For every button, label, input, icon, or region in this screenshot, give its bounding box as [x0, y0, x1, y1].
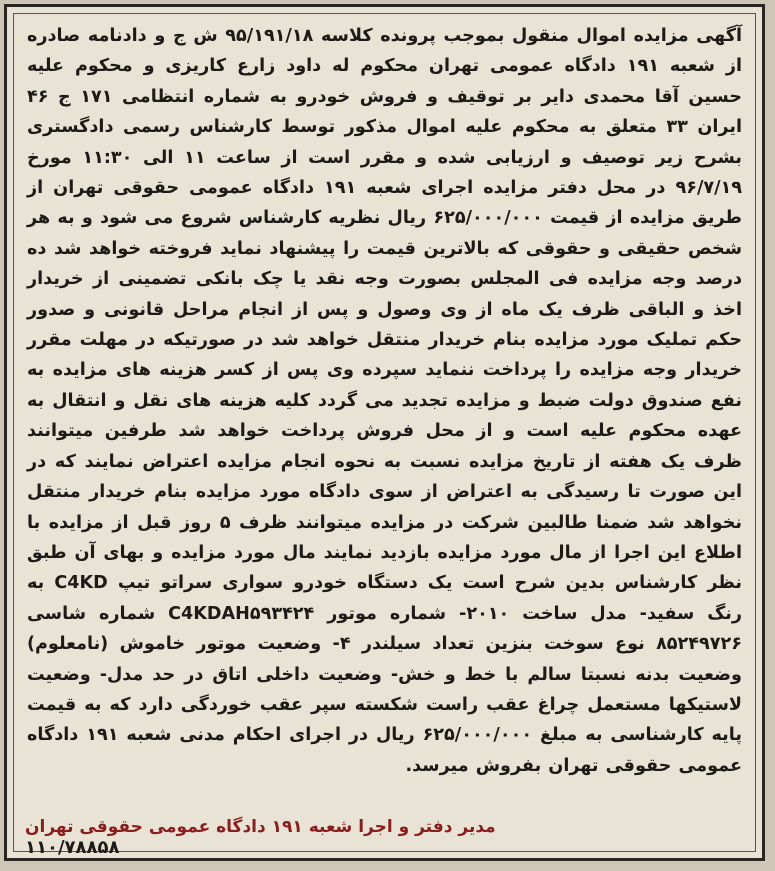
- signature-line: مدیر دفتر و اجرا شعبه ۱۹۱ دادگاه عمومی حقوقی تهران: [25, 817, 496, 837]
- notice-text: آگهی مزایده اموال منقول بموجب پرونده کلاسه ۹۵/۱۹۱/۱۸ ش ج و دادنامه صادره از شعبه ۱۹۱ دادگاه عمومی تهران محکوم له داود زارع کاریزی و محکوم علیه حسین آقا محمدی دایر بر توقیف و فروش خودرو به شماره انتظامی ۱۷۱ ج ۴۶ ایران ۳۳ متعلق به محکوم علیه اموال مذکور توسط کارشناس رسمی دادگستری بشرح زیر توصیف و ارزیابی شده و مقرر است از ساعت ۱۱ الی ۱۱:۳۰ مورخ ۹۶/۷/۱۹ در محل دفتر مزایده اجرای شعبه ۱۹۱ دادگاه عمومی حقوقی تهران از طریق مزایده از قیمت ۶۲۵/۰۰۰/۰۰۰ ریال نظریه کارشناس شروع می شود و به هر شخص حقیقی و حقوقی که بالاترین قیمت را پیشنهاد نماید فروخته خواهد شد ده درصد وجه مزایده فی المجلس بصورت وجه نقد یا چک بانکی تضمینی از خریدار اخذ و الباقی ظرف یک ماه از وی وصول و پس از انجام مراحل قانونی و صدور حکم تملیک مورد مزایده بنام خریدار منتقل خواهد شد در صورتیکه در مهلت مقرر خریدار وجه مزایده را پرداخت ننماید سپرده وی پس از کسر هزینه های مزایده به نفع صندوق دولت ضبط و مزایده تجدید می گردد کلیه هزینه های نقل و انتقال به عهده محکوم علیه است و از محل فروش پرداخت خواهد شد طرفین میتوانند ظرف یک هفته از تاریخ مزایده نسبت به نحوه انجام مزایده اعتراض نمایند که در این صورت تا رسیدگی به اعتراض از سوی دادگاه مورد مزایده بنام خریدار منتقل نخواهد شد ضمنا طالبین شرکت در مزایده میتوانند ظرف ۵ روز قبل از مزایده با اطلاع این اجرا از مال مورد مزایده بازدید نمایند مال مورد مزایده و بهای آن طبق نظر کارشناس بدین شرح است یک دستگاه خودرو سواری سراتو تیپ C4KD به رنگ سفید- مدل ساخت ۲۰۱۰- شماره موتور C4KDAH۵۹۳۴۲۴ شماره شاسی ۸۵۲۴۹۷۲۶ نوع سوخت بنزین تعداد سیلندر ۴- وضعیت موتور خاموش (نامعلوم) وضعیت بدنه نسبتا سالم با خط و خش- وضعیت داخلی اتاق در حد مدل- وضعیت لاستیکها مستعمل چراغ عقب راست شکسته سپر عقب خوردگی دارد که به قیمت پایه کارشناسی به مبلغ ۶۲۵/۰۰۰/۰۰۰ ریال در اجرای احکام مدنی شعبه ۱۹۱ دادگاه عمومی حقوقی تهران بفروش میرسد.: [27, 26, 743, 776]
- notice-body: [27, 21, 742, 781]
- reference-number: ۱۱۰/۷۸۸۵۸: [25, 837, 120, 858]
- notice-frame: [4, 4, 765, 861]
